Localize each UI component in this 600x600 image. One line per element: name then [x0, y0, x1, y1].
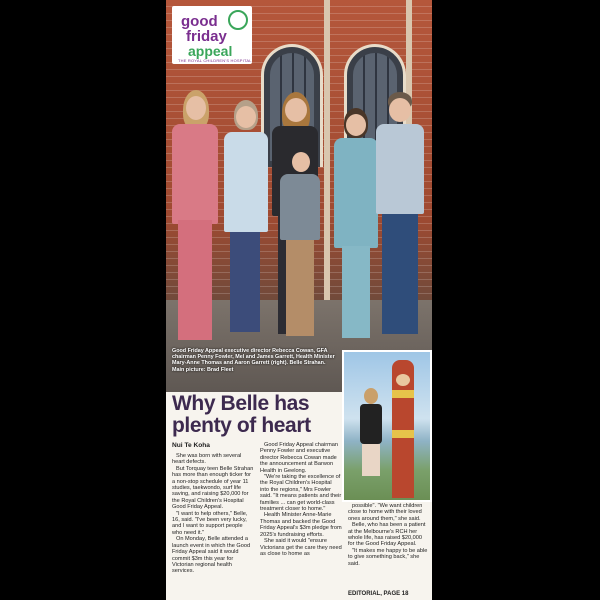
- article-column-3: [348, 503, 428, 567]
- paragraph: She was born with several heart defects.: [172, 453, 242, 466]
- person-blue-jacket: [222, 100, 268, 340]
- building-column: [324, 0, 330, 300]
- person-teal-dress: [332, 108, 380, 348]
- photo-caption: Good Friday Appeal executive director Rebecca Cowan, GFA chairman Penny Fowler, Mel and James Garrett, Health Minister Mary-Anne Thomas and Aaron Garrett (right). Belle Strahan. Main picture: Brad Fleet: [172, 348, 335, 373]
- paragraph: Belle, who has been a patient at the Melbourne's RCH her whole life, has raised $20,000 for the Good Friday Appeal.: [348, 522, 426, 548]
- belle-strahan: [358, 388, 384, 480]
- main-photo: [166, 0, 432, 392]
- person-denim-shirt: [374, 92, 426, 342]
- headline: Why Belle has plenty of heart: [172, 392, 311, 437]
- inset-photo: [342, 350, 432, 502]
- paragraph: possible". "We want children close to home with their loved ones around them," she said.: [348, 503, 423, 522]
- paragraph: She said it would "ensure Victorians get the care they need as close to home as: [260, 538, 342, 557]
- paragraph: Good Friday Appeal chairman Penny Fowler and executive director Rebecca Cowan made the announcement at Barwon Health in Geelong.: [260, 442, 339, 474]
- newspaper-page: [166, 0, 432, 600]
- paragraph: "It makes me happy to be able to give something back," she said.: [348, 547, 428, 567]
- totem-sculpture: [392, 360, 414, 498]
- paragraph: On Monday, Belle attended a launch event in which the Good Friday Appeal said it would commit $3m this year for Victorian regional health services.: [172, 536, 251, 575]
- paragraph: "We're taking the excellence of the Royal Children's Hospital into the regions," Mrs Fowler said. "It means patients and their families ... can get world-class treatment closer to home.": [260, 474, 342, 513]
- continued-reference: EDITORIAL, PAGE 18: [348, 591, 409, 597]
- person-pink-suit: [170, 90, 220, 350]
- article-column-1: [172, 453, 254, 575]
- boy-belle-brother: [278, 152, 322, 352]
- heart-logo-icon: [228, 10, 248, 30]
- byline: Nui Te Koha: [172, 442, 210, 449]
- good-friday-appeal-logo: good friday appeal THE ROYAL CHILDREN'S HOSPITAL: [172, 6, 252, 64]
- article-column-2: [260, 442, 342, 557]
- paragraph: Health Minister Anne-Marie Thomas and backed the Good Friday Appeal's $3m pledge from 2025's fundraising efforts.: [260, 512, 342, 538]
- paragraph: But Torquay teen Belle Strahan has more than enough ticker for a non-stop schedule of year 11 studies, taekwondo, surf life saving, and raising $20,000 for the Royal Children's Hospital Good Friday Appeal.: [172, 465, 254, 511]
- paragraph: "I want to help others," Belle, 16, said. "I've been very lucky, and I want to support people who need it.": [172, 510, 248, 536]
